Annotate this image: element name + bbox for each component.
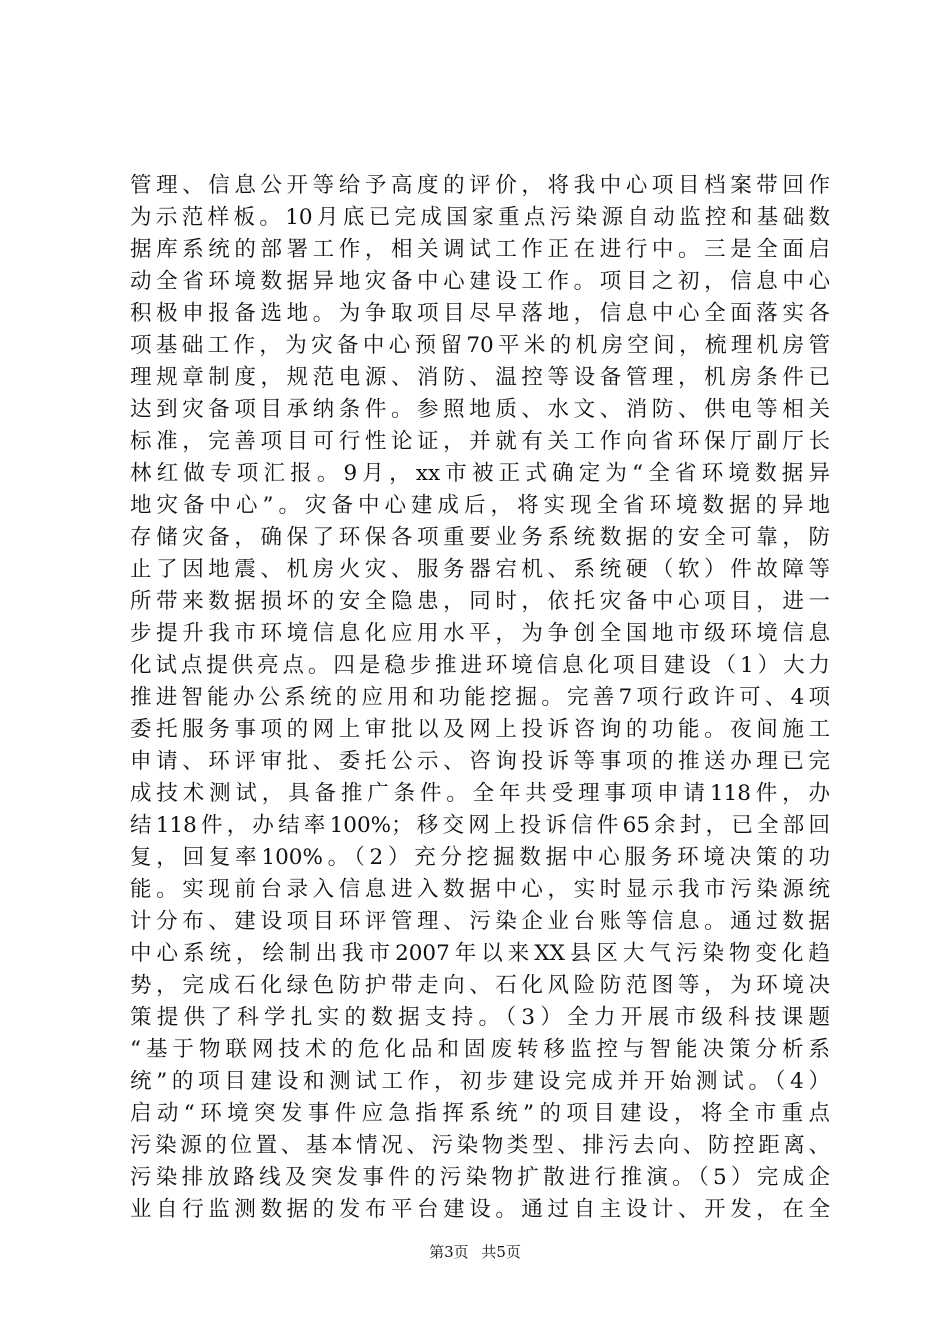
text-line: 污染排放路线及突发事件的污染物扩散进行推演。（5）完成企 — [130, 1165, 830, 1190]
text-line: 地灾备中心”。灾备中心建成后，将实现全省环境数据的异地 — [130, 493, 830, 518]
text-line: 步提升我市环境信息化应用水平，为争创全国地市级环境信息 — [130, 621, 830, 646]
text-line: 申请、环评审批、委托公示、咨询投诉等事项的推送办理已完 — [130, 749, 830, 774]
page-number: 第3页 — [429, 1243, 469, 1261]
text-line: 所带来数据损坏的安全隐患，同时，依托灾备中心项目，进一 — [130, 589, 830, 614]
text-line: 为示范样板。10月底已完成国家重点污染源自动监控和基础数 — [130, 205, 830, 230]
text-line: 业自行监测数据的发布平台建设。通过自主设计、开发，在全 — [130, 1197, 830, 1222]
text-line: 结118件，办结率100%；移交网上投诉信件65余封，已全部回 — [130, 813, 830, 838]
text-line: 动全省环境数据异地灾备中心建设工作。项目之初，信息中心 — [130, 269, 830, 294]
text-line: 积极申报备选地。为争取项目尽早落地，信息中心全面落实各 — [130, 301, 830, 326]
text-line: 存储灾备，确保了环保各项重要业务系统数据的安全可靠，防 — [130, 525, 830, 550]
text-line: 计分布、建设项目环评管理、污染企业台账等信息。通过数据 — [130, 909, 830, 934]
text-line: 林红做专项汇报。9月，xx市被正式确定为“全省环境数据异 — [130, 461, 830, 486]
text-line: 中心系统，绘制出我市2007年以来XX县区大气污染物变化趋 — [130, 941, 830, 966]
text-line: 策提供了科学扎实的数据支持。（3）全力开展市级科技课题 — [130, 1005, 830, 1030]
text-line: 据库系统的部署工作，相关调试工作正在进行中。三是全面启 — [130, 237, 830, 262]
text-line: 成技术测试，具备推广条件。全年共受理事项申请118件，办 — [130, 781, 830, 806]
text-line: 委托服务事项的网上审批以及网上投诉咨询的功能。夜间施工 — [130, 717, 830, 742]
text-line: 止了因地震、机房火灾、服务器宕机、系统硬（软）件故障等 — [130, 557, 830, 582]
page-footer — [0, 1242, 950, 1262]
text-line: 推进智能办公系统的应用和功能挖掘。完善7项行政许可、4项 — [130, 685, 830, 710]
text-line: 复，回复率100%。（2）充分挖掘数据中心服务环境决策的功 — [130, 845, 830, 870]
text-line: 势，完成石化绿色防护带走向、石化风险防范图等，为环境决 — [130, 973, 830, 998]
text-line: 标准，完善项目可行性论证，并就有关工作向省环保厅副厅长 — [130, 429, 830, 454]
body-text — [130, 170, 830, 1226]
text-line: 污染源的位置、基本情况、污染物类型、排污去向、防控距离、 — [130, 1133, 830, 1158]
text-line: 项基础工作，为灾备中心预留70平米的机房空间，梳理机房管 — [130, 333, 830, 358]
text-line: 能。实现前台录入信息进入数据中心，实时显示我市污染源统 — [130, 877, 830, 902]
page-total: 共5页 — [481, 1243, 521, 1261]
text-line: 达到灾备项目承纳条件。参照地质、水文、消防、供电等相关 — [130, 397, 830, 422]
text-line: 启动“环境突发事件应急指挥系统”的项目建设，将全市重点 — [130, 1101, 830, 1126]
text-line: 理规章制度，规范电源、消防、温控等设备管理，机房条件已 — [130, 365, 830, 390]
text-line: 化试点提供亮点。四是稳步推进环境信息化项目建设（1）大力 — [130, 653, 830, 678]
text-line: “基于物联网技术的危化品和固废转移监控与智能决策分析系 — [130, 1037, 830, 1062]
text-line: 管理、信息公开等给予高度的评价，将我中心项目档案带回作 — [130, 173, 830, 198]
text-line: 统”的项目建设和测试工作，初步建设完成并开始测试。（4） — [130, 1069, 830, 1094]
